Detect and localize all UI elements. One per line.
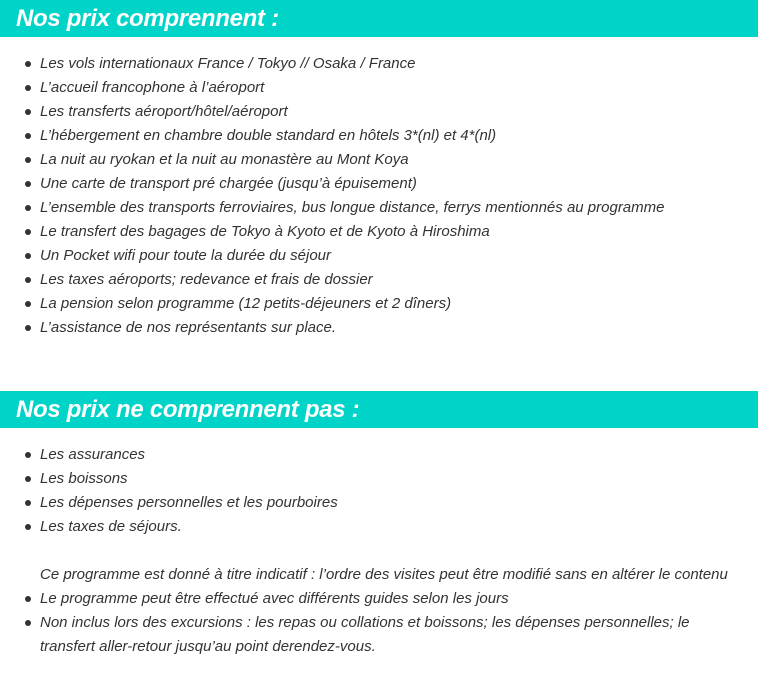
excluded-section-heading: Nos prix ne comprennent pas : (16, 396, 360, 423)
list-item: Non inclus lors des excursions : les repas ou collations et boissons; les dépenses personnelles; le transfert aller-retour jusqu’au point derendez-vous. (0, 611, 758, 659)
notes-list (0, 587, 758, 659)
included-section-heading: Nos prix comprennent : (16, 5, 279, 32)
list-item: Les dépenses personnelles et les pourboires (0, 491, 758, 515)
list-item: Une carte de transport pré chargée (jusqu’à épuisement) (0, 172, 758, 196)
list-item: L’assistance de nos représentants sur place. (0, 316, 758, 340)
bullet-icon (25, 61, 31, 67)
bullet-icon (25, 181, 31, 187)
bullet-icon (25, 524, 31, 530)
list-item: Les transferts aéroport/hôtel/aéroport (0, 100, 758, 124)
bullet-icon (25, 205, 31, 211)
bullet-icon (25, 452, 31, 458)
list-item: L’hébergement en chambre double standard en hôtels 3*(nl) et 4*(nl) (0, 124, 758, 148)
bullet-icon (25, 476, 31, 482)
bullet-icon (25, 229, 31, 235)
list-item: La pension selon programme (12 petits-déjeuners et 2 dîners) (0, 292, 758, 316)
included-section-banner (0, 0, 758, 37)
bullet-icon (25, 301, 31, 307)
list-item: La nuit au ryokan et la nuit au monastère au Mont Koya (0, 148, 758, 172)
bullet-icon (25, 325, 31, 331)
bullet-icon (25, 277, 31, 283)
bullet-icon (25, 500, 31, 506)
list-item: L’accueil francophone à l’aéroport (0, 76, 758, 100)
bullet-icon (25, 620, 31, 626)
list-item: Les taxes aéroports; redevance et frais de dossier (0, 268, 758, 292)
excluded-section-banner (0, 391, 758, 428)
list-item: Le transfert des bagages de Tokyo à Kyoto et de Kyoto à Hiroshima (0, 220, 758, 244)
list-item: Les assurances (0, 443, 758, 467)
bullet-icon (25, 596, 31, 602)
bullet-icon (25, 133, 31, 139)
list-item: L’ensemble des transports ferroviaires, bus longue distance, ferrys mentionnés au programme (0, 196, 758, 220)
list-item: Les taxes de séjours. (0, 515, 758, 539)
bullet-icon (25, 85, 31, 91)
list-item: Les vols internationaux France / Tokyo // Osaka / France (0, 52, 758, 76)
list-item: Le programme peut être effectué avec différents guides selon les jours (0, 587, 758, 611)
bullet-icon (25, 253, 31, 259)
list-item: Les boissons (0, 467, 758, 491)
program-note: Ce programme est donné à titre indicatif : l’ordre des visites peut être modifié sans en altérer le contenu (40, 566, 728, 583)
included-list (0, 52, 758, 340)
excluded-list (0, 443, 758, 539)
bullet-icon (25, 157, 31, 163)
list-item: Un Pocket wifi pour toute la durée du séjour (0, 244, 758, 268)
bullet-icon (25, 109, 31, 115)
